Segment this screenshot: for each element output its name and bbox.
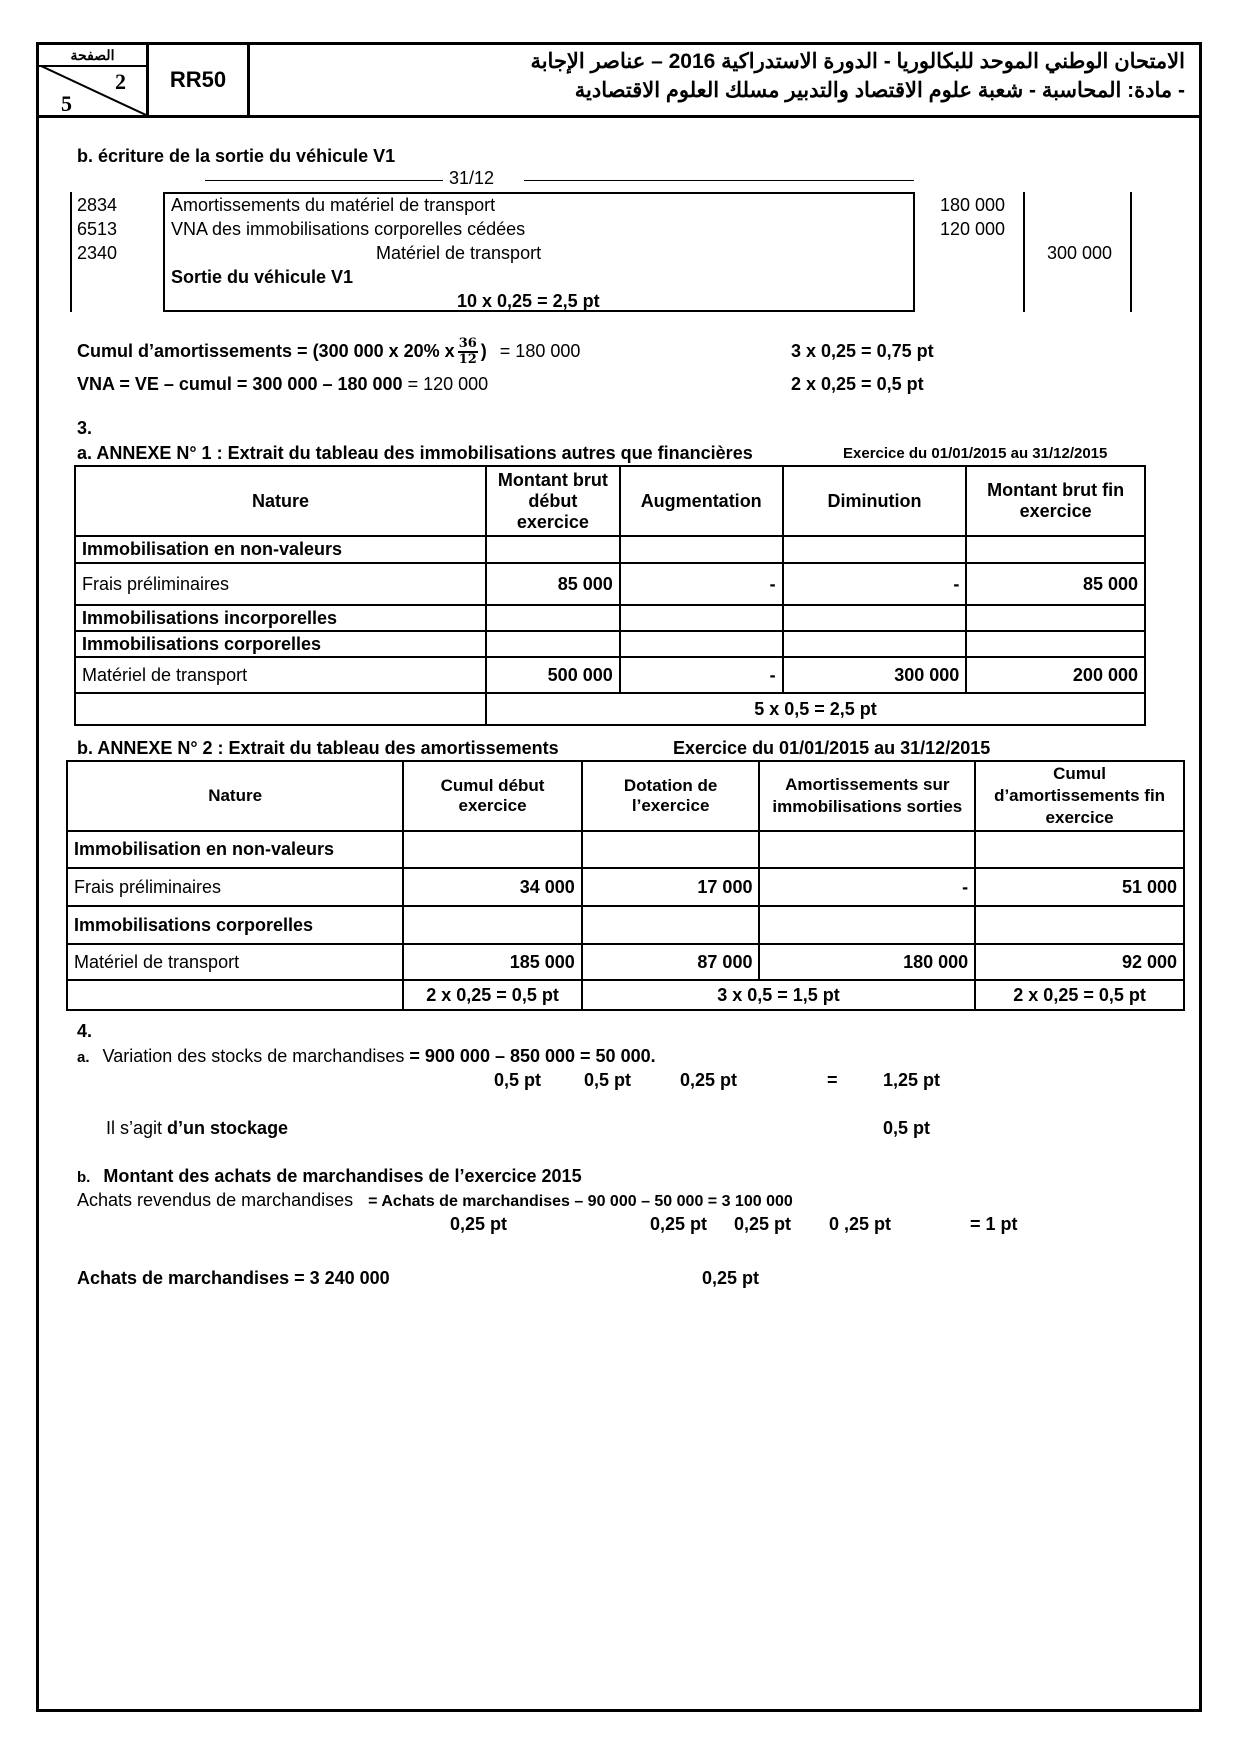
note-prefix: Il s’agit (106, 1118, 163, 1138)
table-header-row (75, 466, 1145, 536)
section-4a-formula: = 900 000 – 850 000 = 50 000. (409, 1046, 656, 1066)
journal-debit-divider (1023, 192, 1025, 312)
column-header: Cumul début exercice (403, 761, 582, 831)
table-row (75, 536, 1145, 563)
vna-result: = 120 000 (407, 374, 489, 394)
journal-account-divider (163, 192, 165, 312)
table-row (67, 906, 1184, 944)
value-cell: 85 000 (966, 563, 1145, 605)
value-cell: - (759, 868, 975, 906)
value-cell: 85 000 (486, 563, 620, 605)
score: 0,25 pt (680, 1070, 738, 1090)
journal-date-rule-right (524, 180, 914, 181)
vna-score: 2 x 0,25 = 0,5 pt (791, 374, 924, 394)
nature-cell: Immobilisations corporelles (75, 631, 486, 657)
cumul-prefix: Cumul d’amortissements = (300 000 x 20% x (77, 341, 455, 361)
score: 0,5 pt (883, 1118, 931, 1138)
achats-revendus-text: Achats revendus de marchandises (77, 1190, 354, 1210)
nature-cell: Matériel de transport (67, 944, 403, 980)
journal-debit: 180 000 (940, 195, 1006, 215)
value-cell: 87 000 (582, 944, 760, 980)
table-row (75, 563, 1145, 605)
nature-cell: Matériel de transport (75, 657, 486, 693)
table-header-row (67, 761, 1184, 831)
column-header: Nature (75, 466, 486, 536)
page-indicator (39, 45, 149, 115)
journal-date-rule-left (205, 180, 443, 181)
journal-score: 10 x 0,25 = 2,5 pt (457, 291, 600, 311)
vna-formula (77, 374, 488, 395)
journal-label: VNA des immobilisations corporelles cédées (171, 219, 526, 239)
value-cell: 180 000 (759, 944, 975, 980)
cumul-formula (77, 337, 580, 367)
section-4b-label: b. (77, 1169, 91, 1186)
nature-cell: Frais préliminaires (75, 563, 486, 605)
exam-code: RR50 (149, 45, 250, 115)
journal-debit: 120 000 (940, 219, 1006, 239)
journal-libelle: Sortie du véhicule V1 (171, 267, 354, 287)
journal-date: 31/12 (449, 168, 495, 188)
score: 0,25 pt (702, 1268, 760, 1288)
cumul-close: ) (480, 341, 487, 361)
column-header: Montant brut début exercice (486, 466, 620, 536)
column-header: Dotation de l’exercice (582, 761, 760, 831)
annexe1-score: 5 x 0,5 = 2,5 pt (486, 693, 1145, 725)
fraction-denominator: 12 (458, 352, 477, 368)
score: 0,25 pt (734, 1214, 792, 1234)
journal-right-border (1130, 192, 1132, 312)
title-line-2: - مادة: المحاسبة - شعبة علوم الاقتصاد والتدبير مسلك العلوم الاقتصادية (574, 79, 1185, 102)
value-cell: 300 000 (783, 657, 967, 693)
table-row (67, 944, 1184, 980)
table-row (75, 657, 1145, 693)
achats-result: Achats de marchandises = 3 240 000 (77, 1268, 390, 1288)
value-cell: - (783, 563, 967, 605)
cumul-result: = 180 000 (499, 341, 581, 361)
annexe2-score: 3 x 0,5 = 1,5 pt (582, 980, 975, 1010)
fraction-numerator: 36 (458, 336, 477, 352)
achats-formula: = Achats de marchandises – 90 000 – 50 000 = 3 100 000 (368, 1193, 793, 1210)
exam-header (36, 42, 1202, 118)
annexe2-score: 2 x 0,25 = 0,5 pt (975, 980, 1184, 1010)
page-number: 2 (115, 69, 126, 94)
annexe2-table (66, 760, 1185, 1011)
value-cell: 500 000 (486, 657, 620, 693)
score: 0,25 pt (650, 1214, 708, 1234)
exam-title (259, 45, 1185, 115)
annexe2-title: b. ANNEXE N° 2 : Extrait du tableau des amortissements (77, 738, 559, 758)
nature-cell: Immobilisation en non-valeurs (75, 536, 486, 563)
section-4b-title (77, 1166, 582, 1187)
table-row (67, 831, 1184, 868)
section-4a-text: Variation des stocks de marchandises (102, 1046, 405, 1066)
achats-revendus-line (77, 1190, 793, 1211)
nature-cell: Immobilisations corporelles (67, 906, 403, 944)
journal-account: 2834 (77, 195, 118, 215)
table-row (75, 605, 1145, 631)
nature-cell: Immobilisations incorporelles (75, 605, 486, 631)
section-b1-title: b. écriture de la sortie du véhicule V1 (77, 146, 396, 166)
equals-sign: = (827, 1070, 838, 1090)
score: 0,5 pt (584, 1070, 632, 1090)
journal-left-border (70, 192, 72, 312)
score: 0,25 pt (450, 1214, 508, 1234)
journal-account: 6513 (77, 219, 118, 239)
stockage-note (106, 1118, 288, 1139)
column-header: Amortissements sur immobilisations sorties (759, 761, 975, 831)
journal-top-border (163, 192, 915, 194)
note-bold: d’un stockage (167, 1118, 289, 1138)
journal-label: Amortissements du matériel de transport (171, 195, 496, 215)
nature-cell: Frais préliminaires (67, 868, 403, 906)
title-line-1: الامتحان الوطني الموحد للبكالوريا - الدورة الاستدراكية 2016 – عناصر الإجابة (530, 50, 1185, 73)
column-header: Montant brut fin exercice (966, 466, 1145, 536)
page-label: الصفحة (39, 45, 146, 67)
section-4a-line (77, 1046, 656, 1067)
section-4-number: 4. (77, 1021, 93, 1041)
cumul-score: 3 x 0,25 = 0,75 pt (791, 341, 934, 361)
column-header: Nature (67, 761, 403, 831)
value-cell: 17 000 (582, 868, 760, 906)
score: 1,25 pt (883, 1070, 941, 1090)
journal-label: Matériel de transport (376, 243, 542, 263)
page-total: 5 (61, 91, 72, 116)
column-header: Augmentation (620, 466, 783, 536)
nature-cell: Immobilisation en non-valeurs (67, 831, 403, 868)
annexe2-period: Exercice du 01/01/2015 au 31/12/2015 (673, 738, 991, 758)
value-cell: 185 000 (403, 944, 582, 980)
column-header: Diminution (783, 466, 967, 536)
journal-account: 2340 (77, 243, 118, 263)
value-cell: 92 000 (975, 944, 1184, 980)
value-cell: - (620, 563, 783, 605)
annexe1-period: Exercice du 01/01/2015 au 31/12/2015 (843, 445, 1108, 462)
section-3-number: 3. (77, 418, 93, 438)
value-cell: 200 000 (966, 657, 1145, 693)
cumul-fraction (458, 337, 478, 367)
vna-text: VNA = VE – cumul = 300 000 – 180 000 (77, 374, 403, 394)
section-4b-title-text: Montant des achats de marchandises de l’exercice 2015 (103, 1166, 582, 1186)
journal-credit: 300 000 (1047, 243, 1113, 263)
annexe1-table (74, 465, 1146, 726)
diagonal-divider-icon (39, 65, 146, 115)
table-row (75, 631, 1145, 657)
value-cell: 51 000 (975, 868, 1184, 906)
journal-label-divider (913, 192, 915, 312)
score: = 1 pt (970, 1214, 1018, 1234)
table-row (67, 868, 1184, 906)
score-row (75, 693, 1145, 725)
value-cell: 34 000 (403, 868, 582, 906)
score: 0 ,25 pt (829, 1214, 892, 1234)
score: 0,5 pt (494, 1070, 542, 1090)
annexe1-title: a. ANNEXE N° 1 : Extrait du tableau des immobilisations autres que financières (77, 443, 753, 463)
section-4a-label: a. (77, 1049, 90, 1066)
score-row (67, 980, 1184, 1010)
annexe2-score: 2 x 0,25 = 0,5 pt (403, 980, 582, 1010)
column-header: Cumul d’amortissements fin exercice (975, 761, 1184, 831)
value-cell: - (620, 657, 783, 693)
